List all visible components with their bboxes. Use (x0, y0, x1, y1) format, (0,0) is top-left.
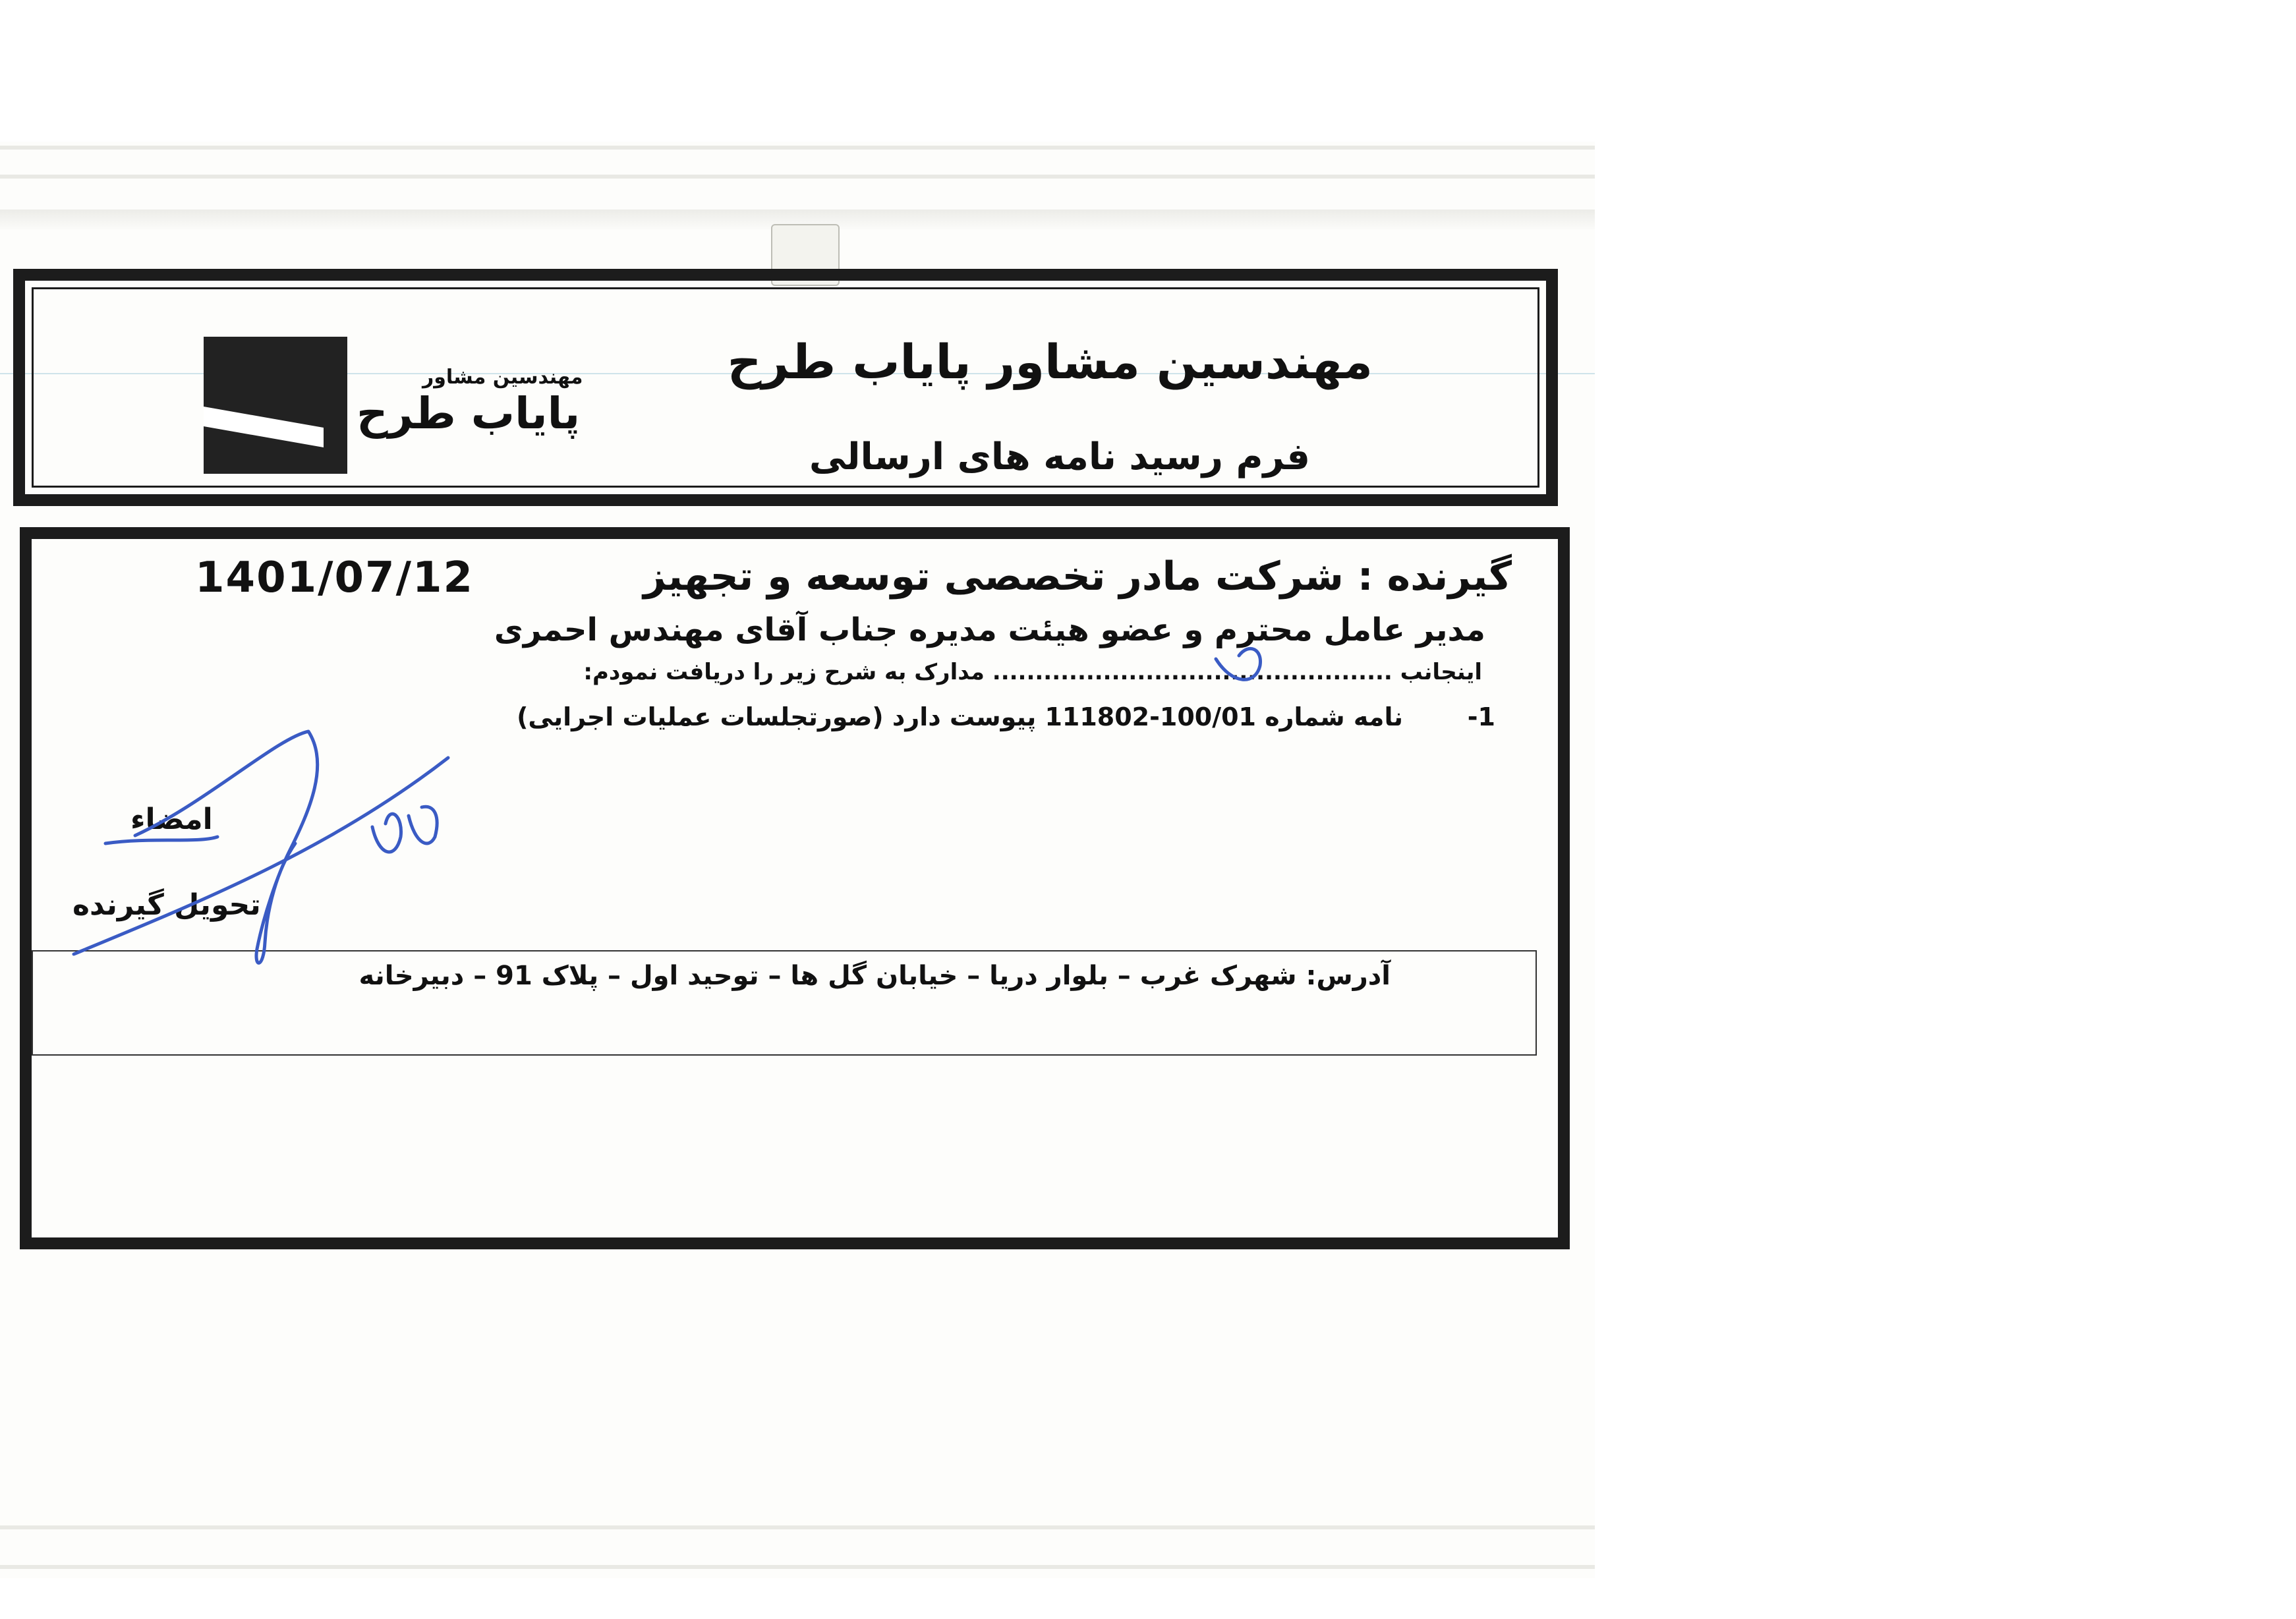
recipient-label: تحویل گیرنده (72, 888, 261, 922)
item-number: 1- (1467, 702, 1495, 731)
recipient-line: گیرنده : شرکت مادر تخصصی توسعه و تجهیز (643, 554, 1512, 600)
date-stamp: 1401/07/12 (195, 554, 474, 602)
addressee-line: مدیر عامل محترم و عضو هیئت مدیره جناب آقای مهندس احمری (494, 611, 1485, 648)
logo-small-text: مهندسین مشاور (422, 366, 583, 389)
item-text: نامه شماره 100/01-111802 پیوست دارد (صورتجلسات عملیات اجرایی) (517, 702, 1403, 731)
company-title: مهندسین مشاور پایاب طرح (727, 334, 1373, 389)
address-text: آدرس: شهرک غرب – بلوار دریا – خیابان گل ها – توحید اول – پلاک 91 – دبیرخانه (359, 961, 1391, 991)
signature-label: امضاء (130, 803, 213, 836)
logo-large-text: پایاب طرح (357, 388, 581, 439)
acknowledgment-line: اینجانب ............................................... مدارک به شرح زیر را دریافت نمودم: (583, 659, 1482, 685)
form-title: فرم رسید نامه های ارسالی (809, 436, 1310, 478)
